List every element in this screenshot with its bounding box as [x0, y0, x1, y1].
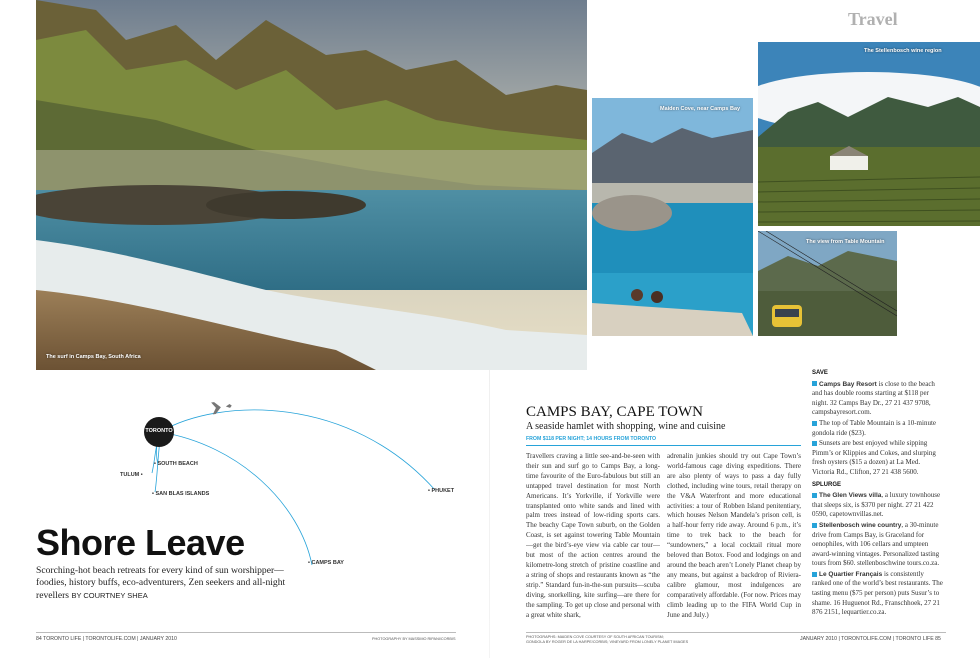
footer-rule-left	[36, 632, 456, 633]
dest-tulum: TULUM •	[120, 472, 143, 478]
main-photo-camps-bay	[36, 0, 587, 370]
save-item-3: Sunsets are best enjoyed while sipping Pimm’s or Klippies and Cokes, and slurping fresh oysters ($15 a dozen) at La Med. Victoria Rd., Clifton, 27 21 438 5600.	[812, 439, 936, 476]
article-col-1: Travellers craving a little see-and-be-seen with their sun and surf go to Camps Bay, a long-time favourite of the Euro-fabulous but still an untapped travel destination for most North Americans. It’s Yorkville, if Yorkville were transplanted onto white sands and lined with palm trees instead of low-riding sports cars. The beachy Cape Town suburb, on the Golden Coast, is set against towering Table Mountain—get the bird’s-eye view via cable car tour—but most of the action centres around the kilometre-long stretch of pristine coastline and a string of shops and restaurants known as “the strip.” Standard fun-in-the-sun pursuits—scuba diving, snorkelling, kite surfing—are there for the sampling. To get up close and personal with a great white shark,	[526, 452, 660, 619]
dest-phuket: • PHUKET	[428, 488, 455, 494]
bullet-icon	[812, 572, 817, 577]
folio-right-text: JANUARY 2010 | TORONTOLIFE.COM | TORONTO LIFE	[800, 636, 934, 642]
table-mountain-caption: The view from Table Mountain	[806, 239, 885, 245]
article-subhead: A seaside hamlet with shopping, wine and cuisine	[526, 421, 726, 432]
page-number-right: 85	[935, 636, 941, 642]
photo-credit-left: PHOTOGRAPHY BY MASSIMO RIPANI/CORBIS	[372, 637, 456, 641]
save-item-1: Camps Bay Resort is close to the beach and has double rooms starting at $118 per night. 32 Camps Bay Dr., 27 21 437 9708, campsbayresort.com.	[812, 379, 935, 417]
dest-camps-bay: • CAMPS BAY	[308, 560, 344, 566]
dest-san-blas: • SAN BLAS ISLANDS	[152, 491, 210, 497]
bullet-icon	[812, 381, 817, 386]
page-number-left: 84	[36, 636, 42, 642]
dest-san-blas-label: SAN BLAS ISLANDS	[155, 491, 210, 497]
maiden-cove-caption: Maiden Cove, near Camps Bay	[660, 106, 741, 112]
save-heading: SAVE	[812, 370, 828, 376]
splurge-item-2: Stellenbosch wine country, a 30-minute drive from Camps Bay, is Graceland for oenophiles, with 106 cellars and umpteen award-winning vintages. Personalized tasting tours from $60. stellenboschwine tours.co.za.	[812, 520, 940, 568]
photo-credit-right-1: PHOTOGRAPHS: MAIDEN COVE COURTESY OF SOUTH AFRICAN TOURISM;	[526, 635, 664, 639]
dest-phuket-label: PHUKET	[431, 488, 455, 494]
dest-camps-bay-label: CAMPS BAY	[311, 560, 344, 566]
article-rule	[526, 445, 801, 446]
folio-left	[36, 636, 177, 642]
bullet-icon	[812, 523, 817, 528]
bullet-icon	[812, 421, 817, 426]
main-photo-caption: The surf in Camps Bay, South Africa	[46, 354, 141, 360]
save-item-2: The top of Table Mountain is a 10-minute gondola ride ($23).	[812, 418, 936, 437]
dest-south-beach: • SOUTH BEACH	[154, 461, 198, 467]
sidebar	[812, 369, 944, 619]
photo-credit-right-2: GONDOLA BY ROGER DE LA HARPE/CORBIS; VINEYARD FROM LONELY PLANET IMAGES	[526, 640, 689, 644]
bullet-icon	[812, 441, 817, 446]
maiden-cove-photo	[592, 98, 753, 336]
article-col-2: adrenalin junkies should try out Cape Town’s world-famous cage diving expeditions. There are also plenty of ways to pass a day fully clothed, including wine tours, retail therapy on the V&A Waterfront and more educational activities: a tour of Robben Island penitentiary, which houses Nelson Mandela’s prison cell, is a half-hour ferry ride away. Around 6 p.m., it’s time to trek back to the beach for “sundowners,” a local cocktail ritual more beloved than Botox. Food and lodgings on and around the beach aren’t Lonely Planet cheap by any means, but against a backdrop of Riviera-calibre glamour, most indulgences are comparatively affordable. (For now. Prices may climb leading up to the FIFA World Cup in June and July.)	[667, 452, 801, 619]
dest-south-beach-label: SOUTH BEACH	[157, 461, 198, 467]
origin-toronto: TORONTO	[145, 428, 173, 434]
article-headline: CAMPS BAY, CAPE TOWN	[526, 404, 704, 420]
splurge-item-3: Le Quartier Français is consistently ranked one of the world’s best restaurants. The tasting menu ($75 per person) puts Susur’s to shame. 16 Huguenot Rd., Franschhoek, 27 21 876 2151, lequartier.co.za.	[812, 569, 943, 617]
feature-dek-text: Scorching-hot beach retreats for every kind of sun worshipper—foodies, history buffs, eco-adventurers, Zen seekers and all-night revellers	[36, 565, 286, 601]
wine-caption: The Stellenbosch wine region	[864, 48, 942, 54]
section-label: Travel	[848, 9, 898, 29]
article-meta: FROM $118 PER NIGHT; 14 HOURS FROM TORONTO	[526, 436, 657, 442]
folio-left-text: TORONTO LIFE | TORONTOLIFE.COM | JANUARY 2010	[43, 636, 177, 642]
feature-title: Shore Leave	[36, 522, 245, 563]
table-mountain-photo	[758, 231, 897, 336]
folio-right	[800, 636, 941, 642]
splurge-item-1: The Glen Views villa, a luxury townhouse that sleeps six, is $370 per night. 27 21 422 0590, capetownvillas.net.	[812, 491, 941, 519]
splurge-heading: SPLURGE	[812, 481, 842, 488]
photo-credit-right	[526, 635, 688, 645]
dest-tulum-label: TULUM	[120, 472, 140, 478]
feature-dek	[36, 565, 291, 602]
stellenbosch-wine-photo	[758, 42, 980, 226]
bullet-icon	[812, 493, 817, 498]
feature-byline: BY COURTNEY SHEA	[71, 590, 148, 600]
footer-rule-right	[526, 632, 946, 633]
